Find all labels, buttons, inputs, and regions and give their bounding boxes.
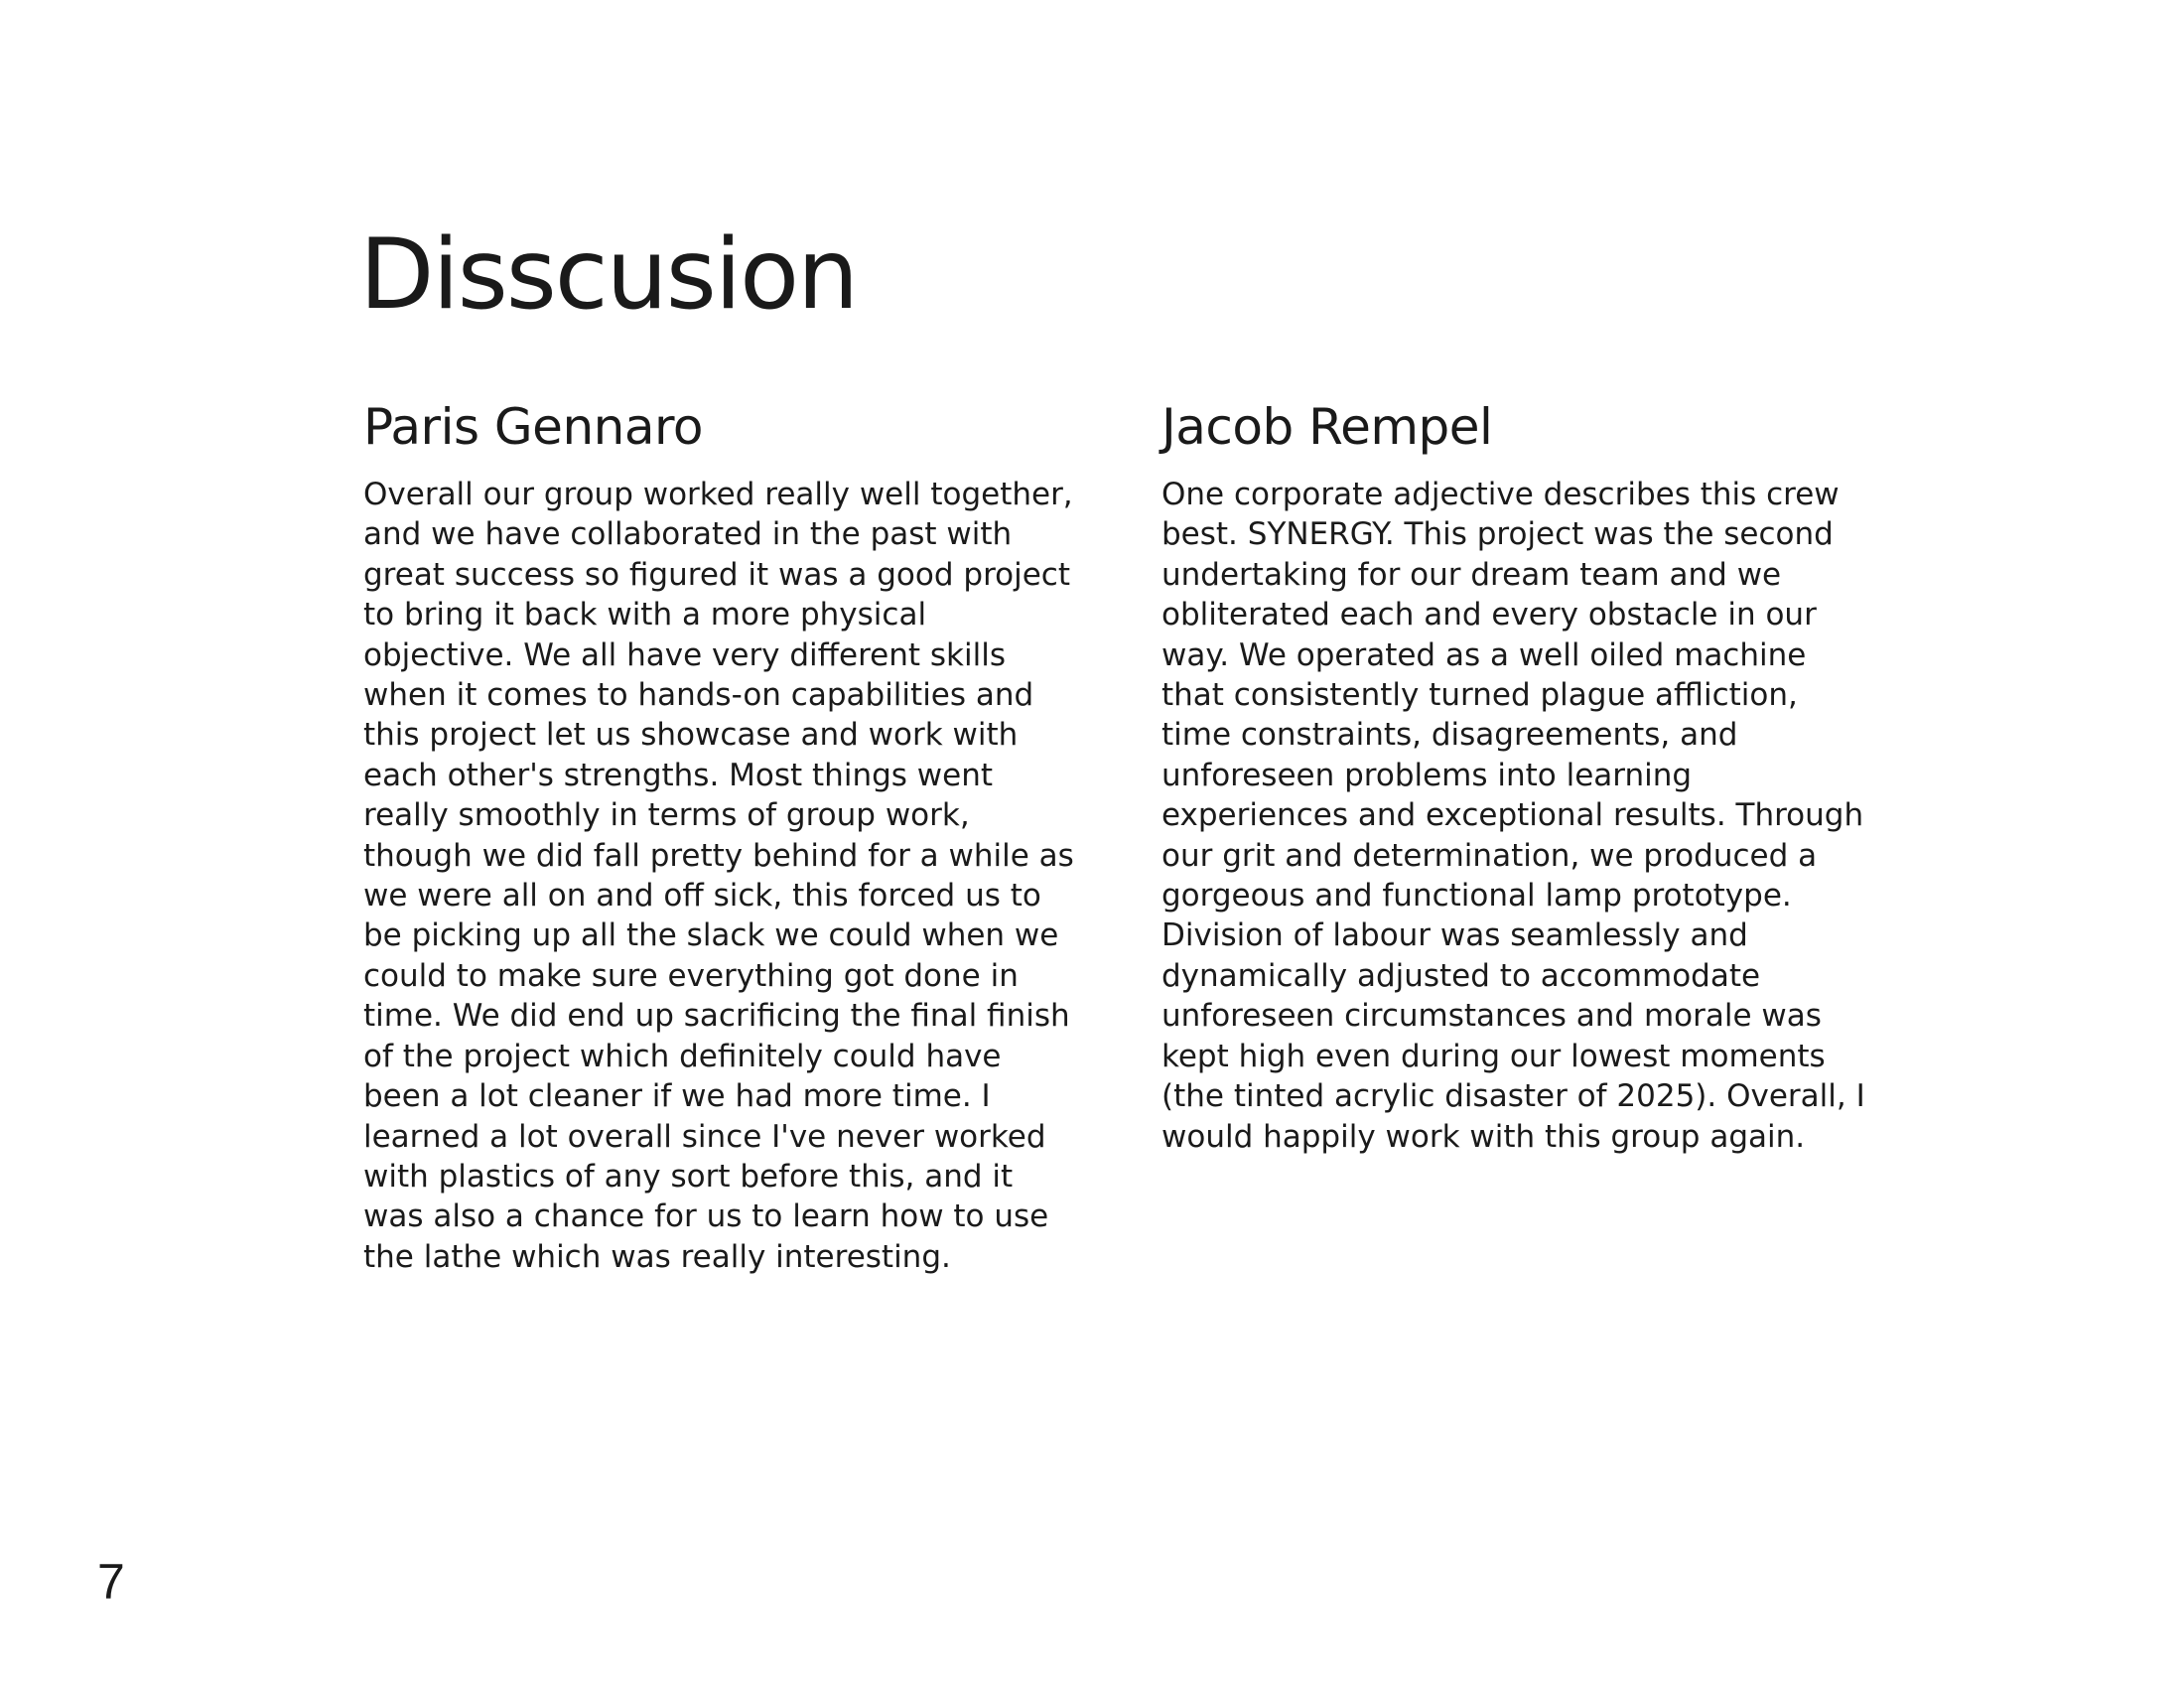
discussion-column-paris <box>363 399 1078 1277</box>
discussion-paragraph: Overall our group worked really well together, and we have collaborated in the past with great success so figured it was a good project to bring it back with a more physical objective. We all have very different skills when it comes to hands-on capabilities and this project let us showcase and work with each other's strengths. Most things went really smoothly in terms of group work, though we did fall pretty behind for a while as we were all on and off sick, this forced us to be picking up all the slack we could when we could to make sure everything got done in time. We did end up sacrificing the final finish of the project which definitely could have been a lot cleaner if we had more time. I learned a lot overall since I've never worked with plastics of any sort before this, and it was also a chance for us to learn how to use the lathe which was really interesting. <box>363 477 1074 1275</box>
author-name: Paris Gennaro <box>363 398 704 456</box>
author-name: Jacob Rempel <box>1161 398 1493 456</box>
page-number: 7 <box>97 1554 125 1610</box>
discussion-column-jacob <box>1161 399 1876 1157</box>
page-title: Disscusion <box>359 218 858 332</box>
discussion-paragraph: One corporate adjective describes this crew best. SYNERGY. This project was the second undertaking for our dream team and we obliterated each and every obstacle in our way. We operated as a well oiled machine that consistently turned plague affliction, time constraints, disagreements, and unforeseen problems into learning experiences and exceptional results. Through our grit and determination, we produced a gorgeous and functional lamp prototype. Division of labour was seamlessly and dynamically adjusted to accommodate unforeseen circumstances and morale was kept high even during our lowest moments (the tinted acrylic disaster of 2025). Overall, I would happily work with this group again. <box>1161 477 1865 1155</box>
